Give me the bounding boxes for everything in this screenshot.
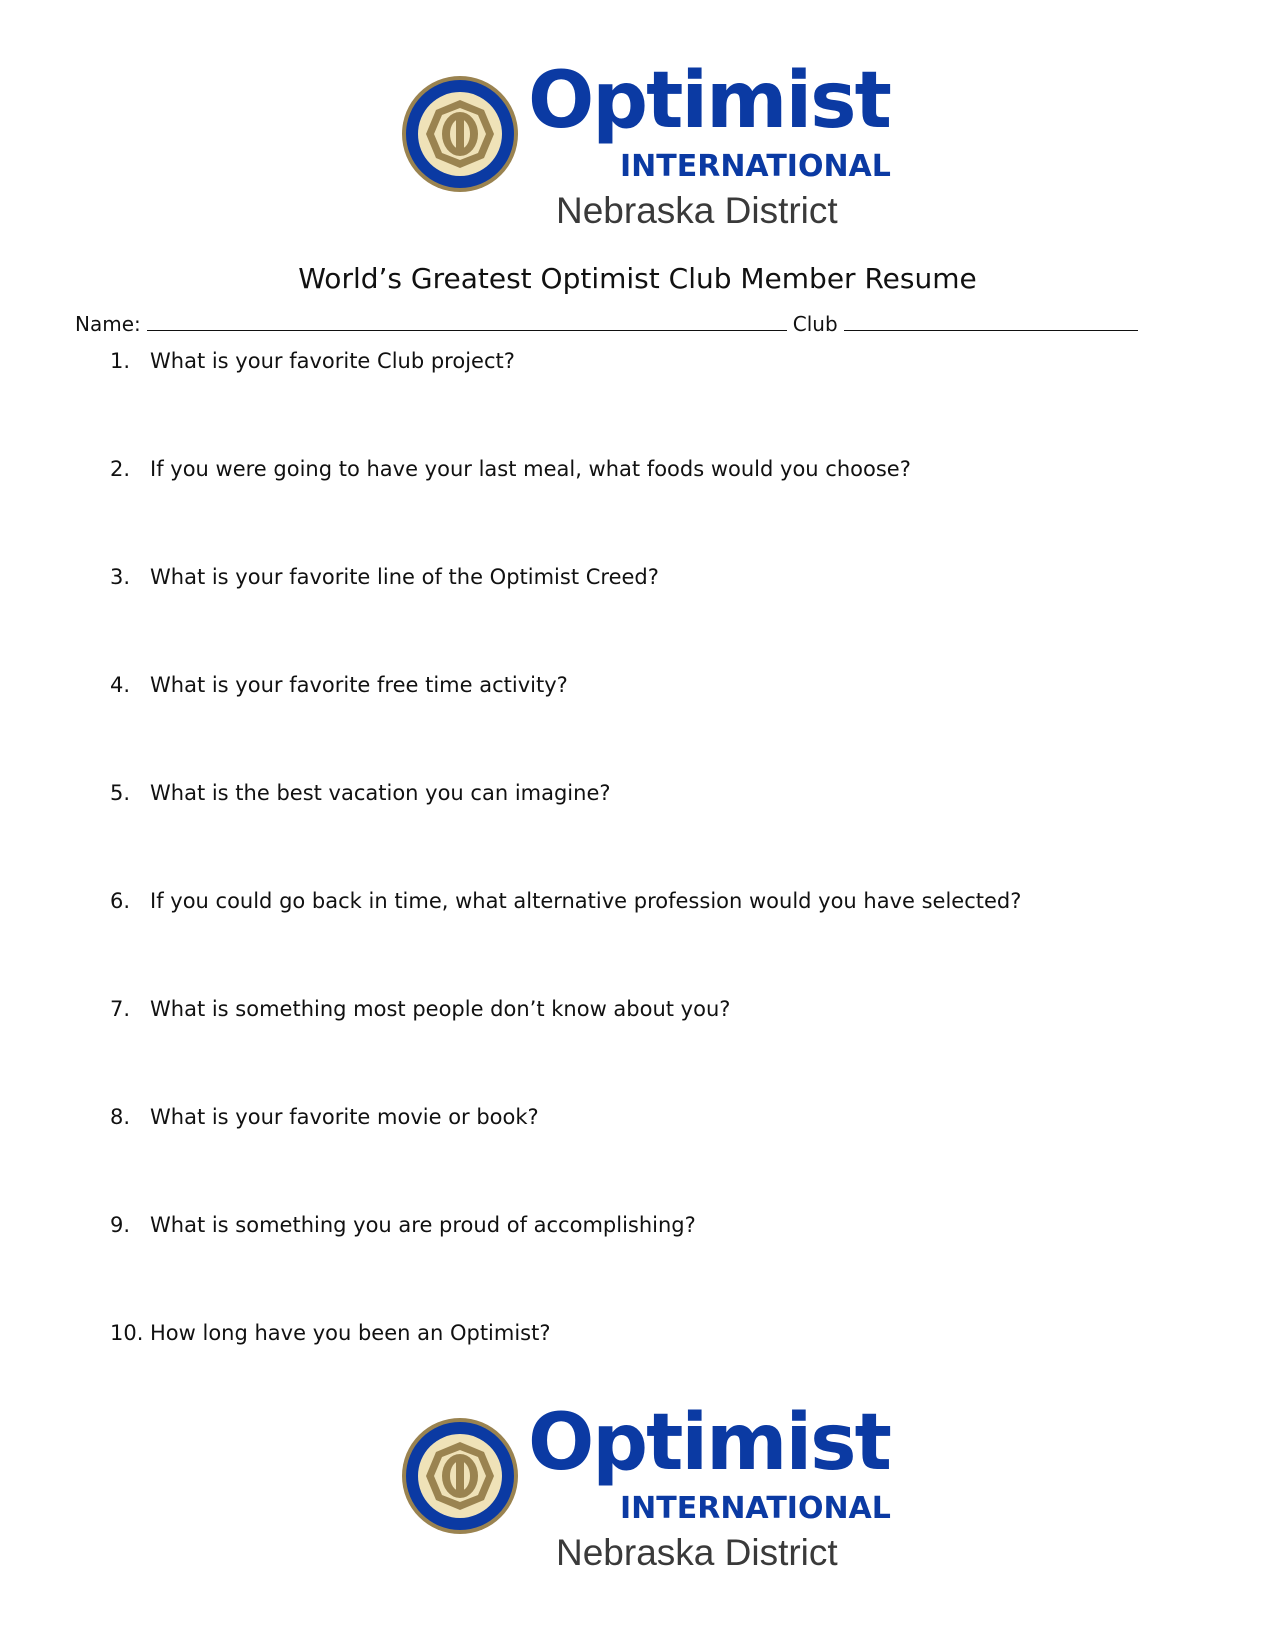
logo-district-text: Nebraska District — [556, 190, 838, 231]
logo-international-text: INTERNATIONAL — [620, 149, 891, 184]
question-text: What is your favorite line of the Optimist Creed? — [150, 565, 659, 589]
question-text: What is your favorite movie or book? — [150, 1105, 539, 1129]
logo-district-text: Nebraska District — [556, 1532, 838, 1573]
question-text: If you could go back in time, what alternative profession would you have selected? — [150, 889, 1022, 913]
logo-brand-text: Optimist — [528, 56, 890, 146]
question-item — [110, 457, 1021, 565]
question-number: 8. — [110, 1105, 131, 1129]
club-blank[interactable] — [844, 312, 1138, 331]
question-text: What is something most people don’t know about you? — [150, 997, 731, 1021]
question-number: 3. — [110, 565, 131, 589]
question-list — [110, 349, 1021, 1429]
logo-brand-text: Optimist — [528, 1398, 890, 1488]
question-item — [110, 997, 1021, 1105]
optimist-logo-top — [400, 56, 891, 231]
optimist-emblem-icon — [400, 74, 520, 194]
question-text: What is something you are proud of accomplishing? — [150, 1213, 696, 1237]
name-club-line — [75, 312, 1205, 336]
document-title: World’s Greatest Optimist Club Member Resume — [298, 262, 977, 295]
question-number: 2. — [110, 457, 131, 481]
question-text: What is your favorite free time activity? — [150, 673, 568, 697]
question-item — [110, 1213, 1021, 1321]
logo-international-text: INTERNATIONAL — [620, 1491, 891, 1526]
question-text: How long have you been an Optimist? — [150, 1321, 551, 1345]
name-label: Name: — [75, 312, 141, 336]
question-item — [110, 889, 1021, 997]
name-blank[interactable] — [147, 312, 787, 331]
question-item — [110, 349, 1021, 457]
question-number: 10. — [110, 1321, 144, 1345]
question-item — [110, 565, 1021, 673]
club-label: Club — [792, 312, 838, 336]
optimist-emblem-icon — [400, 1416, 520, 1536]
question-item — [110, 781, 1021, 889]
question-number: 5. — [110, 781, 131, 805]
question-text: What is the best vacation you can imagine? — [150, 781, 611, 805]
question-number: 6. — [110, 889, 131, 913]
optimist-logo-bottom — [400, 1398, 891, 1573]
question-item — [110, 673, 1021, 781]
question-text: What is your favorite Club project? — [150, 349, 515, 373]
question-number: 4. — [110, 673, 131, 697]
question-item — [110, 1105, 1021, 1213]
question-number: 7. — [110, 997, 131, 1021]
question-text: If you were going to have your last meal, what foods would you choose? — [150, 457, 911, 481]
question-number: 9. — [110, 1213, 131, 1237]
question-number: 1. — [110, 349, 131, 373]
